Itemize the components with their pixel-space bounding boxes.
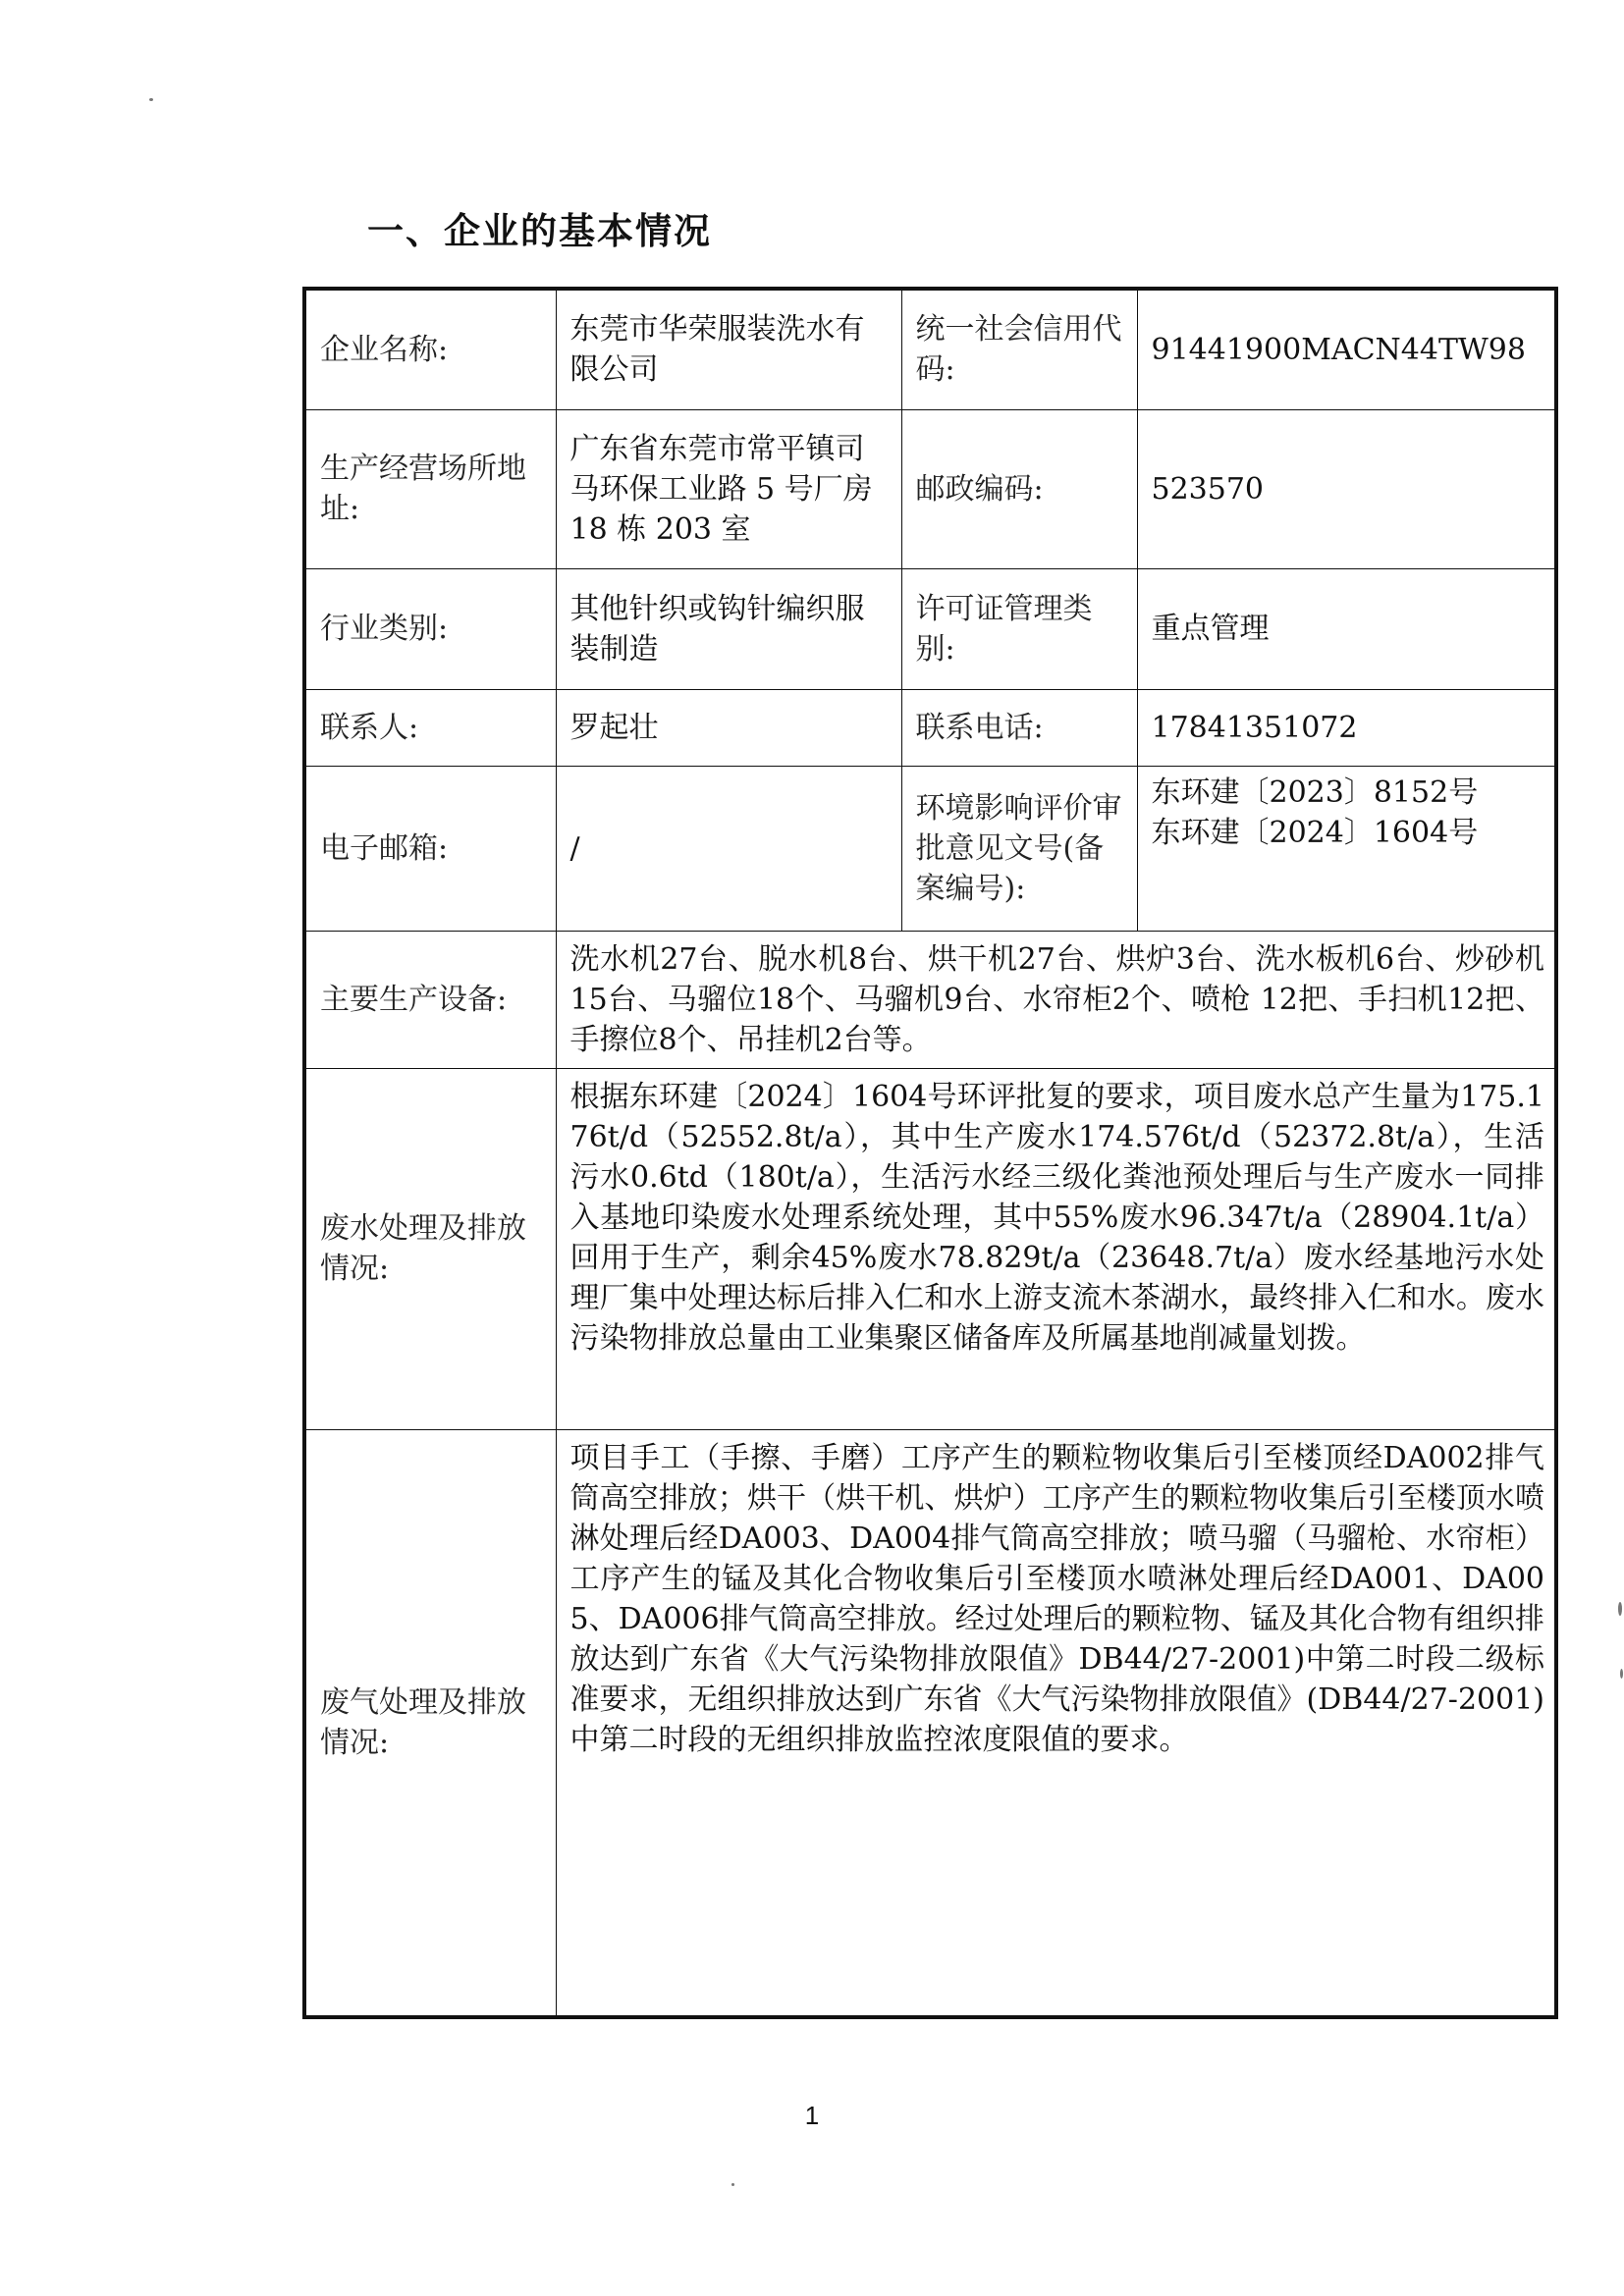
postcode-label: 邮政编码: bbox=[901, 409, 1137, 568]
contact-label: 联系人: bbox=[304, 689, 556, 766]
exhaust-value: 项目手工（手擦、手磨）工序产生的颗粒物收集后引至楼顶经DA002排气筒高空排放；烘干（烘干机、烘炉）工序产生的颗粒物收集后引至楼顶水喷淋处理后经DA003、DA004排气筒高空排放；喷马骝（马骝枪、水帘柜）工序产生的锰及其化合物收集后引至楼顶水喷淋处理后经DA001、DA005、DA006排气筒高空排放。经过处理后的颗粒物、锰及其化合物有组织排放达到广东省《大气污染物排放限值》DB44/27-2001)中第二时段二级标准要求，无组织排放达到广东省《大气污染物排放限值》(DB44/27-2001)中第二时段的无组织排放监控浓度限值的要求。 bbox=[556, 1429, 1556, 2017]
industry-label: 行业类别: bbox=[304, 568, 556, 689]
eia-number: 东环建〔2023〕8152号 bbox=[1151, 774, 1479, 810]
industry-value: 其他针织或钩针编织服装制造 bbox=[556, 568, 901, 689]
enterprise-info-table bbox=[302, 287, 1558, 2019]
table-row bbox=[304, 931, 1556, 1068]
table-row bbox=[304, 289, 1556, 409]
company-name-value: 东莞市华荣服装洗水有限公司 bbox=[556, 289, 901, 409]
email-label: 电子邮箱: bbox=[304, 766, 556, 931]
section-title: 一、企业的基本情况 bbox=[367, 210, 712, 252]
equipment-value: 洗水机27台、脱水机8台、烘干机27台、烘炉3台、洗水板机6台、炒砂机15台、马骝位18个、马骝机9台、水帘柜2个、喷枪 12把、手扫机12把、手擦位8个、吊挂机2台等。 bbox=[556, 931, 1556, 1068]
scan-speck bbox=[149, 98, 153, 101]
table-row bbox=[304, 409, 1556, 568]
company-name-label: 企业名称: bbox=[304, 289, 556, 409]
postcode-value: 523570 bbox=[1137, 409, 1556, 568]
scan-speck bbox=[731, 2183, 734, 2186]
license-label: 许可证管理类别: bbox=[901, 568, 1137, 689]
address-value: 广东省东莞市常平镇司马环保工业路 5 号厂房 18 栋 203 室 bbox=[556, 409, 901, 568]
email-value: / bbox=[556, 766, 901, 931]
eia-label: 环境影响评价审批意见文号(备案编号): bbox=[901, 766, 1137, 931]
scan-speck bbox=[1620, 1669, 1623, 1679]
wastewater-label: 废水处理及排放情况: bbox=[304, 1068, 556, 1429]
credit-code-value: 91441900MACN44TW98 bbox=[1137, 289, 1556, 409]
license-value: 重点管理 bbox=[1137, 568, 1556, 689]
eia-number: 东环建〔2024〕1604号 bbox=[1151, 815, 1479, 850]
credit-code-label: 统一社会信用代码: bbox=[901, 289, 1137, 409]
equipment-label: 主要生产设备: bbox=[304, 931, 556, 1068]
wastewater-value: 根据东环建〔2024〕1604号环评批复的要求，项目废水总产生量为175.176t/d（52552.8t/a），其中生产废水174.576t/d（52372.8t/a），生活污水0.6td（180t/a），生活污水经三级化粪池预处理后与生产废水一同排入基地印染废水处理系统处理，其中55%废水96.347t/a（28904.1t/a）回用于生产，剩余45%废水78.829t/a（23648.7t/a）废水经基地污水处理厂集中处理达标后排入仁和水上游支流木茶湖水，最终排入仁和水。废水污染物排放总量由工业集聚区储备库及所属基地削减量划拨。 bbox=[556, 1068, 1556, 1429]
table-row bbox=[304, 1429, 1556, 2017]
page-number: 1 bbox=[804, 2101, 820, 2130]
exhaust-label: 废气处理及排放情况: bbox=[304, 1429, 556, 2017]
table-row bbox=[304, 766, 1556, 931]
table-row bbox=[304, 689, 1556, 766]
address-label: 生产经营场所地址: bbox=[304, 409, 556, 568]
contact-value: 罗起壮 bbox=[556, 689, 901, 766]
phone-value: 17841351072 bbox=[1137, 689, 1556, 766]
eia-numbers-cell bbox=[1137, 766, 1556, 931]
scan-speck bbox=[1618, 1602, 1622, 1616]
phone-label: 联系电话: bbox=[901, 689, 1137, 766]
table-row bbox=[304, 1068, 1556, 1429]
table-row bbox=[304, 568, 1556, 689]
